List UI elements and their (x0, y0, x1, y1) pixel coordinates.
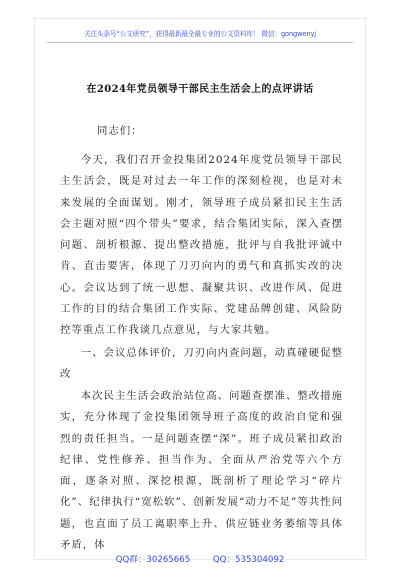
salutation: 同志们： (97, 125, 143, 137)
section-heading-1: 一、会议总体评价，刀刃向内查问题，动真碰硬促整改 (60, 347, 343, 381)
document-title: 在2024年党员领导干部民主生活会上的点评讲话 (86, 84, 314, 95)
document-page (34, 18, 366, 565)
header-divider (47, 42, 353, 43)
paragraph-intro: 今天，我们召开金投集团2024年度党员领导干部民主生活会，既是对过去一年工作的深刻检视，也是对未来发展的全面谋划。刚才，领导班子成员紧扣民主生活会主题对照“四个带头”要求，结合集团实际，深入查摆问题、剖析根源、提出整改措施，批评与自我批评诚中肯、直击要害，体现了刀刃向内的勇气和真抓实改的决心。会议达到了统一思想、凝聚共识、改进作风、促进工作的目的结合集团工作实际、党建品牌创建、风险防控等重点工作我谈几点意见，与大家共勉。 (60, 154, 343, 337)
header-notice: 关注头条号“公文研究”，获得最新最全最专业的公文资料库！ 微信：gongwenyj (84, 30, 316, 38)
footer-contact (35, 553, 365, 565)
footer-qq: QQ：535304092 (212, 555, 285, 565)
paragraph-body: 本次民主生活会政治站位高、问题查摆准、整改措施实，充分体现了金投集团领导班子高度的政治自觉和强烈的责任担当。一是问题查摆“深”。班子成员紧扣政治纪律、党性修养、担当作为、全面从严治党等六个方面，逐条对照、深挖根源，既剖析了理论学习“碎片化”、纪律执行“宽松软”、创新发展“动力不足”等共性问题，也直面了员工离职率上升、供应链业务萎缩等具体矛盾，体 (60, 390, 343, 552)
footer-qq-group: QQ群：30265665 (115, 555, 191, 565)
